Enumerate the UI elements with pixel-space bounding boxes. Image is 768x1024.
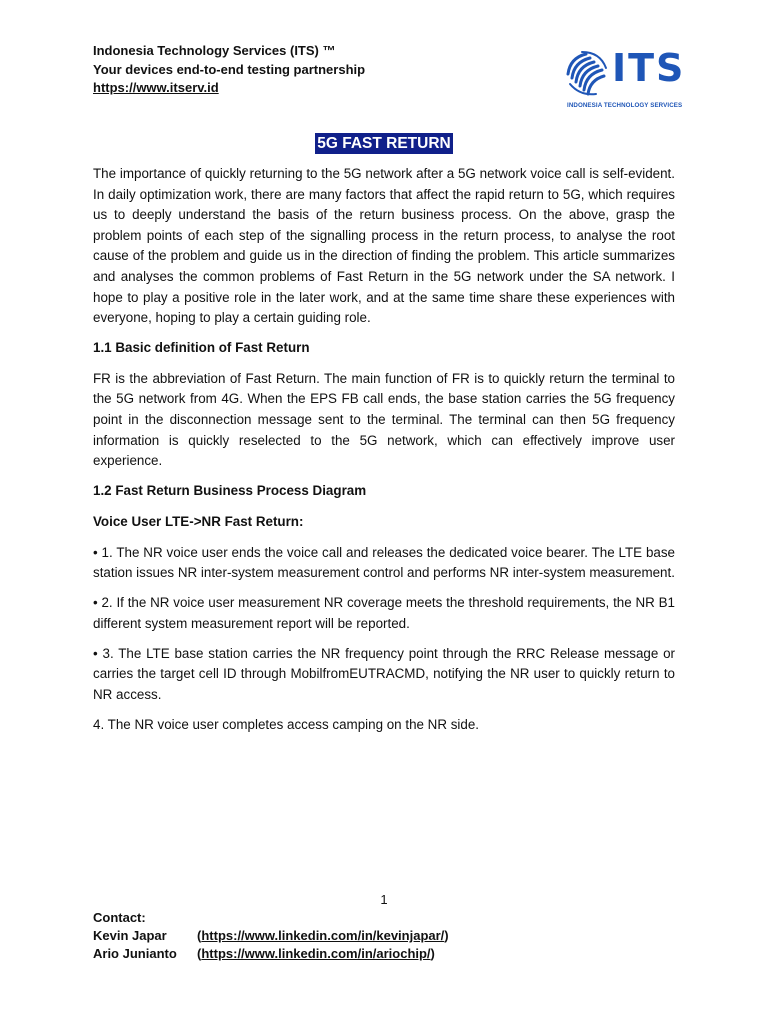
logo-subtitle: INDONESIA TECHNOLOGY SERVICES — [567, 102, 683, 109]
document-title: 5G FAST RETURN — [317, 135, 451, 152]
company-name: Indonesia Technology Services (ITS) ™ — [93, 43, 336, 58]
contact-row — [93, 927, 449, 945]
company-website-link[interactable]: https://www.itserv.id — [93, 80, 219, 95]
section-heading: 1.2 Fast Return Business Process Diagram — [93, 483, 367, 499]
its-logo — [564, 46, 686, 112]
contact-linkedin-link[interactable]: https://www.linkedin.com/in/kevinjapar/ — [201, 928, 445, 943]
contact-linkedin-link[interactable]: https://www.linkedin.com/in/ariochip/ — [201, 946, 431, 961]
section-paragraph: FR is the abbreviation of Fast Return. The main function of FR is to quickly return the terminal to the 5G network from 4G. When the EPS FB call ends, the base station carries the 5G frequency point in the disconnection message sent to the terminal. The terminal can then 5G frequency information is quickly reselected to the 5G network, which can effectively improve user experience. — [93, 370, 675, 469]
contact-name: Ario Junianto — [93, 946, 177, 961]
company-tagline: Your devices end-to-end testing partnership — [93, 61, 366, 77]
paren-close: ) — [430, 946, 435, 961]
contact-footer — [93, 909, 449, 963]
document-body — [93, 164, 675, 745]
intro-paragraph: The importance of quickly returning to the 5G network after a 5G network voice call is self-evident. In daily optimization work, there are many factors that affect the rapid return to 5G, which requires us to deeply understand the basis of the return business process. On the above, grasp the problem points of each step of the signalling process in the return process, to analyse the root cause of the problem and guide us in the direction of finding the problem. This article summarizes and analyses the common problems of Fast Return in the 5G network under the SA network. I hope to play a positive role in the later work, and at the same time share these experiences with everyone, hoping to play a certain guiding role. — [93, 166, 675, 326]
page-number: 1 — [380, 892, 388, 907]
process-step: 4. The NR voice user completes access camping on the NR side. — [93, 717, 480, 733]
process-step: • 3. The LTE base station carries the NR frequency point through the RRC Release message or carries the target cell ID through MobilfromEUTRACMD, notifying the NR user to quickly return to NR access. — [93, 645, 675, 703]
letterhead — [93, 42, 513, 98]
process-step: • 2. If the NR voice user measurement NR coverage meets the threshold requirements, the NR B1 different system measurement report will be reported. — [93, 595, 675, 631]
logo-text: ITS — [612, 46, 686, 90]
paren-open: ( — [197, 946, 202, 961]
subsection-heading: Voice User LTE->NR Fast Return: — [93, 513, 304, 529]
process-step: • 1. The NR voice user ends the voice call and releases the dedicated voice bearer. The LTE base station issues NR inter-system measurement control and performs NR inter-system measurement. — [93, 544, 675, 581]
section-heading: 1.1 Basic definition of Fast Return — [93, 340, 310, 356]
paren-open: ( — [197, 928, 202, 943]
contact-row — [93, 945, 449, 963]
contact-label: Contact: — [93, 910, 146, 925]
globe-logo-icon — [564, 50, 612, 100]
paren-close: ) — [444, 928, 449, 943]
contact-name: Kevin Japar — [93, 928, 167, 943]
